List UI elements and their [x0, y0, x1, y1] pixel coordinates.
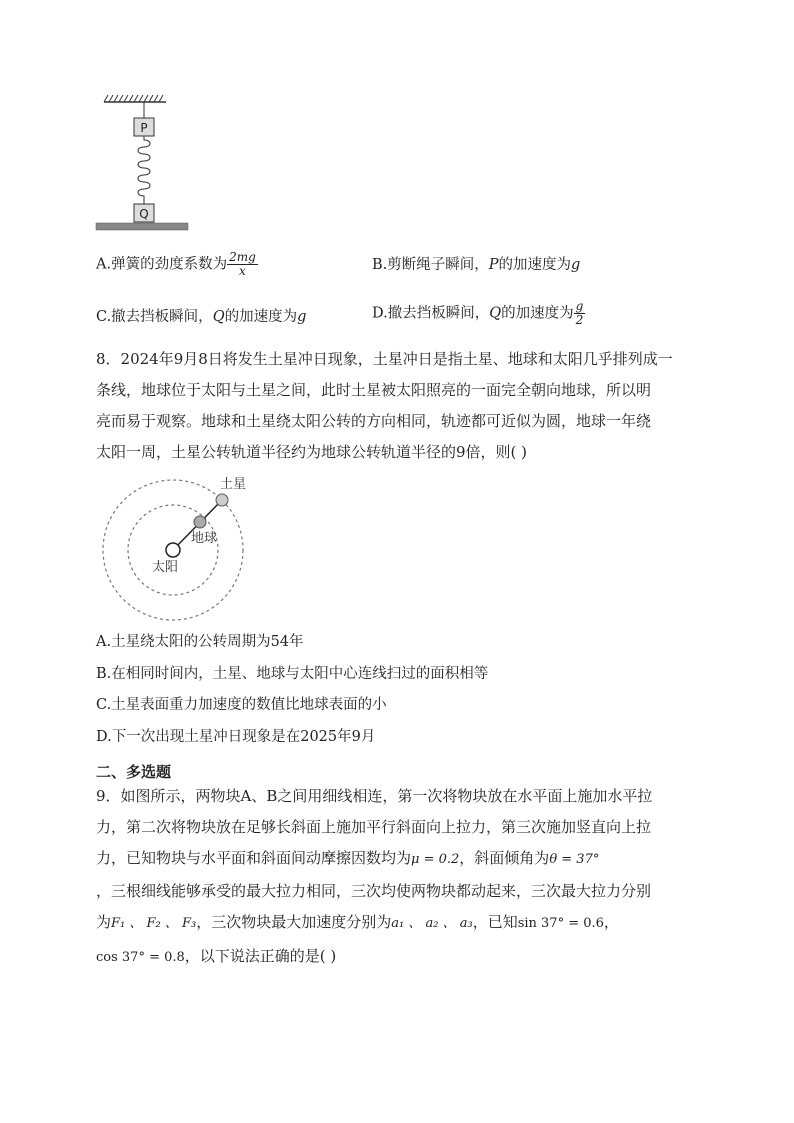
saturn-marker [216, 494, 228, 506]
q7-option-b: B.剪断绳子瞬间，P的加速度为g [372, 257, 581, 273]
sun-marker [166, 543, 180, 557]
q8-option-a: A.土星绕太阳的公转周期为54年 [96, 634, 304, 650]
sun-label: 太阳 [152, 560, 179, 575]
earth-marker [194, 516, 206, 528]
q8-option-b: B.在相同时间内，土星、地球与太阳中心连线扫过的面积相等 [96, 666, 489, 682]
theta-formula: θ = 37° [549, 852, 600, 867]
q9-text-line-4: ，三根细线能够承受的最大拉力相同，三次均使两物块都动起来，三次最大拉力分别 [96, 882, 652, 900]
cos-formula: cos 37° = 0.8 [96, 950, 185, 965]
q7-option-a: A.弹簧的劲度系数为 $\frac{2mg}{x}$ [96, 250, 256, 278]
block-p-label: P [140, 121, 148, 135]
sin-formula: sin 37° = 0.6 [517, 916, 604, 931]
q8-text-line-1: 8．2024年9月8日将发生土星冲日现象，土星冲日是指土星、地球和太阳几乎排列成一 [96, 350, 673, 368]
force-symbols: F₁ 、 F₂ 、 F₃ [111, 916, 197, 931]
earth-label: 地球 [191, 531, 218, 546]
section-heading: 二、多选题 [96, 763, 172, 781]
q8-text-line-3: 亮而易于观察。地球和土星绕太阳公转的方向相同，轨迹都可近似为圆，地球一年绕 [96, 412, 652, 430]
q9-text-line-1: 9．如图所示，两物块A、B之间用细线相连，第一次将物块放在水平面上施加水平拉 [96, 787, 653, 805]
spring-coil [138, 136, 150, 204]
acceleration-symbols: a₁ 、 a₂ 、 a₃ [391, 916, 473, 931]
mu-formula: μ = 0.2 [411, 852, 460, 867]
block-q-label: Q [139, 207, 149, 221]
q9-text-line-6: cos 37° = 0.8，以下说法正确的是( ) [96, 947, 337, 965]
q8-text-line-2: 条线，地球位于太阳与土星之间，此时土星被太阳照亮的一面完全朝向地球，所以明 [96, 381, 652, 399]
q8-option-d: D.下一次出现土星冲日现象是在2025年9月 [96, 729, 376, 745]
baseplate [96, 223, 188, 230]
q7-option-d-fraction: $\frac{g}{2}$ [575, 299, 584, 327]
q7-option-d: D.撤去挡板瞬间，Q的加速度为 $\frac{g}{2}$ [372, 299, 584, 327]
q9-text-line-3: 力，已知物块与水平面和斜面间动摩擦因数均为μ = 0.2，斜面倾角为θ = 37° [96, 849, 600, 867]
saturn-label: 土星 [220, 477, 247, 492]
spring-figure [94, 92, 194, 237]
orbit-figure [96, 470, 256, 625]
q7-option-a-fraction: $\frac{2mg}{x}$ [229, 250, 256, 278]
q8-option-c: C.土星表面重力加速度的数值比地球表面的小 [96, 697, 387, 713]
q9-text-line-2: 力，第二次将物块放在足够长斜面上施加平行斜面向上拉力，第三次施加竖直向上拉 [96, 818, 652, 836]
q8-text-line-4: 太阳一周，土星公转轨道半径约为地球公转轨道半径的9倍，则( ) [96, 443, 528, 461]
q7-option-c: C.撤去挡板瞬间，Q的加速度为g [96, 309, 307, 325]
q9-text-line-5: 为F₁ 、 F₂ 、 F₃，三次物块最大加速度分别为a₁ 、 a₂ 、 a₃，已知sin 37° = 0.6， [96, 913, 619, 931]
